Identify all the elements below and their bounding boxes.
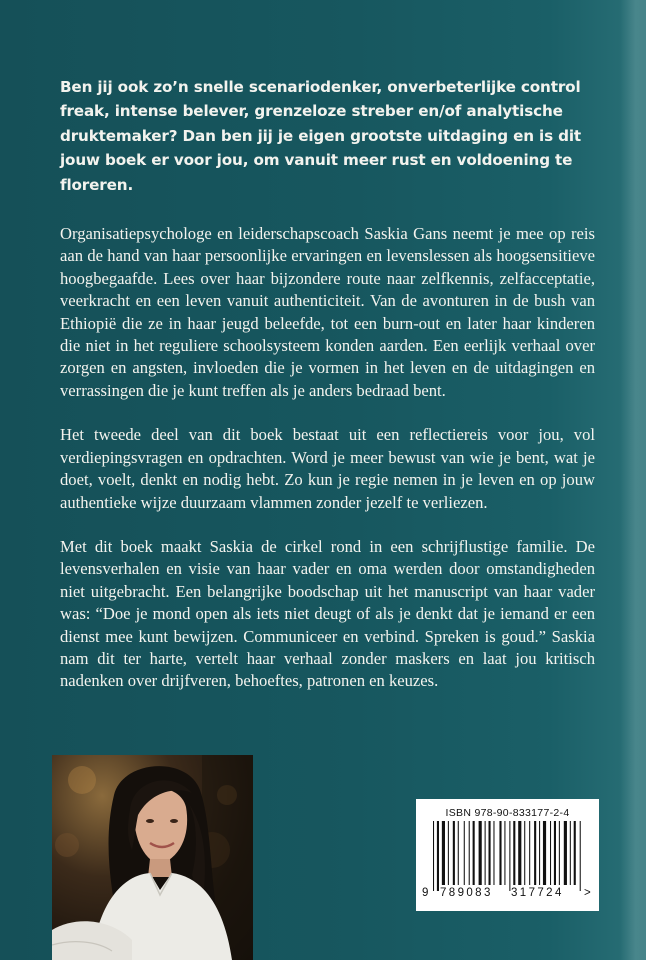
barcode-bar: [513, 821, 515, 885]
barcode-bar: [509, 821, 510, 891]
barcode-bar: [499, 821, 501, 885]
description-paragraph-1: Organisatiepsychologe en leiderschapscoach Saskia Gans neemt je mee op reis aan de hand van haar persoonlijke ervaringen en levenslessen als hoogsensitieve hoogbegaafde. Lees over haar bijzondere route naar zelfkennis, zelfacceptatie, veerkracht en een leven vanuit authenticiteit. Van de avonturen in de bush van Ethiopië die ze in haar jeugd beleefde, tot een burn-out en later haar kinderen die niet in het reguliere schoolsysteem konden aarden. Een eerlijk verhaal over zorgen en angsten, invloeden die je vormen in het leven en de uitdagingen en verrassingen die je kunt treffen als je anders bedraad bent.: [60, 224, 595, 400]
barcode-bar: [570, 821, 571, 885]
isbn-barcode: [416, 799, 599, 911]
description-paragraph-3: Met dit boek maakt Saskia de cirkel rond in een schrijflustige familie. De levensverhalen en visie van haar vader en oma werden door omstandigheden niet uitgebracht. Een belangrijke boodschap uit het manuscript van haar vader was: “Doe je mond open als iets niet deugt of als je denkt dat je iemand er een dienst mee kunt bewijzen. Communiceer en verbind. Spreken is goud.” Saskia nam dit ter harte, vertelt haar verhaal zonder maskers en laat jou kritisch nadenken over drijfveren, behoeftes, patronen en keuzes.: [60, 536, 595, 691]
barcode-bar: [524, 821, 525, 885]
cover-text-block: [60, 75, 595, 715]
barcode-bar: [518, 821, 521, 885]
barcode-bar: [554, 821, 556, 885]
barcode-first-digit: 9: [422, 887, 429, 899]
barcode-bar: [489, 821, 491, 885]
isbn-label: ISBN 978-90-833177-2-4: [445, 807, 570, 819]
barcode-bar: [504, 821, 505, 885]
barcode-bar: [448, 821, 449, 885]
barcode-digits: [416, 887, 599, 903]
barcode-bar: [564, 821, 567, 885]
barcode-left-group: 789083: [440, 887, 493, 899]
barcode-bar: [433, 821, 434, 891]
barcode-bar: [473, 821, 475, 885]
barcode-bar: [529, 821, 530, 885]
barcode-bar: [550, 821, 551, 885]
barcode-right-group: 317724: [511, 887, 564, 899]
barcode-bar: [458, 821, 459, 885]
barcode-bar: [543, 821, 546, 885]
description-body: [60, 223, 595, 693]
author-portrait-illustration: [52, 755, 253, 960]
barcode-bar: [453, 821, 455, 885]
barcode-bar: [559, 821, 560, 885]
barcode-bar: [580, 821, 581, 891]
barcode-bar: [574, 821, 576, 885]
barcode-bar: [469, 821, 470, 885]
barcode-bar: [485, 821, 486, 885]
barcode-bar: [539, 821, 540, 885]
cover-edge-highlight: [620, 0, 646, 960]
barcode-bar: [534, 821, 536, 885]
author-photo: [52, 755, 253, 960]
description-paragraph-2: Het tweede deel van dit boek bestaat uit een reflectiereis voor jou, vol verdiepingsvragen en opdrachten. Word je meer bewust van wie je bent, wat je doet, voelt, denkt en nodig hebt. Zo kun je regie nemen in je leven en op jouw authentieke wijze duurzaam vlammen zonder jezelf te verliezen.: [60, 425, 595, 512]
barcode-bar: [493, 821, 494, 885]
barcode-bar: [479, 821, 482, 885]
barcode-quiet-mark: >: [584, 887, 591, 899]
intro-paragraph: Ben jij ook zo’n snelle scenariodenker, onverbeterlijke control freak, intense belever, grenzeloze streber en/of analytische druktemaker? Dan ben jij je eigen grootste uitdaging en is dit jouw boek er voor jou, om vanuit meer rust en voldoening te floreren.: [60, 78, 581, 194]
barcode-bar: [437, 821, 439, 891]
barcode-bar: [464, 821, 465, 885]
barcode-bar: [442, 821, 445, 885]
